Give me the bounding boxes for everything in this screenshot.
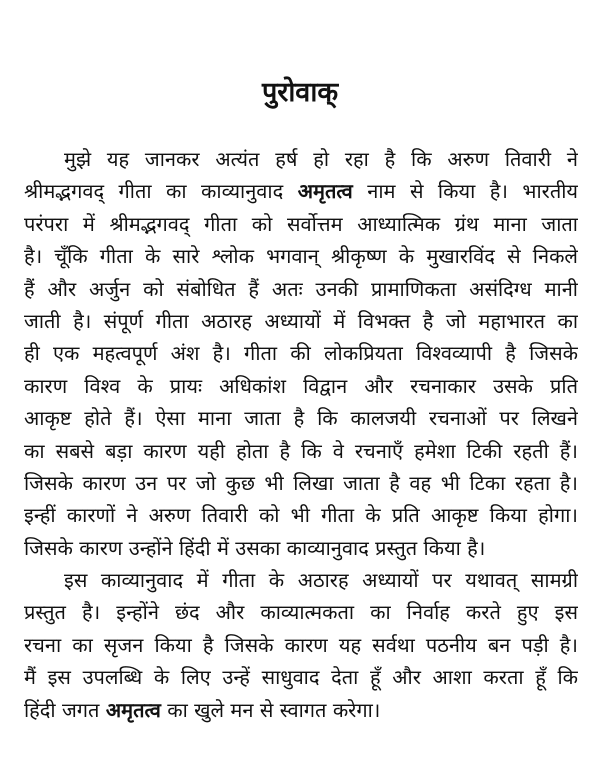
text-segment: कारण विश्व के प्रायः अधिकांश विद्वान और रचनाकार उसके प्रति (24, 373, 578, 398)
text-segment: इस काव्यानुवाद में गीता के अठारह अध्यायों पर यथावत् सामग्री (64, 568, 578, 593)
text-segment: इन्हीं कारणों ने अरुण तिवारी को भी गीता के प्रति आकृष्ट किया होगा। (24, 503, 578, 528)
text-line (24, 240, 578, 272)
page-title: पुरोवाक् (261, 77, 339, 108)
text-line (24, 208, 578, 240)
text-segment: मुझे यह जानकर अत्यंत हर्ष हो रहा है कि अरुण तिवारी ने (64, 147, 578, 171)
text-segment: श्रीमद्भगवद् गीता का काव्यानुवाद (24, 179, 298, 204)
text-line (24, 564, 578, 596)
bold-title-text: अमृतत्व (297, 179, 353, 204)
text-segment: का खुले मन से स्वागत करेगा। (160, 697, 381, 722)
text-line (24, 143, 578, 175)
bold-title-text: अमृतत्व (105, 697, 161, 722)
body-text (24, 143, 578, 726)
text-segment: मैं इस उपलब्धि के लिए उन्हें साधुवाद देता हूँ और आशा करता हूँ कि (24, 665, 578, 690)
text-line (24, 337, 578, 369)
text-line (24, 694, 578, 726)
text-line (24, 402, 578, 434)
text-line (24, 175, 578, 207)
text-line (24, 596, 578, 628)
text-line (24, 370, 578, 402)
text-line (24, 661, 578, 693)
text-line (24, 499, 578, 531)
text-segment: जिसके कारण उन्होंने हिंदी में उसका काव्यानुवाद प्रस्तुत किया है। (24, 535, 486, 560)
text-line (24, 467, 578, 499)
text-segment: आकृष्ट होते हैं। ऐसा माना जाता है कि कालजयी रचनाओं पर लिखने (24, 406, 578, 431)
text-line (24, 273, 578, 305)
text-line (24, 435, 578, 467)
text-segment: प्रस्तुत है। इन्होंने छंद और काव्यात्मकता का निर्वाह करते हुए इस (24, 600, 578, 625)
text-segment: जिसके कारण उन पर जो कुछ भी लिखा जाता है वह भी टिका रहता है। (24, 470, 578, 495)
text-segment: हैं और अर्जुन को संबोधित हैं अतः उनकी प्रामाणिकता असंदिग्ध मानी (24, 276, 578, 301)
text-segment: हिंदी जगत (24, 697, 106, 722)
text-line (24, 532, 578, 564)
text-segment: है। चूँकि गीता के सारे श्लोक भगवान् श्रीकृष्ण के मुखारविंद से निकले (24, 244, 578, 269)
text-line (24, 305, 578, 337)
text-segment: रचना का सृजन किया है जिसके कारण यह सर्वथा पठनीय बन पड़ी है। (24, 632, 578, 657)
text-segment: ही एक महत्वपूर्ण अंश है। गीता की लोकप्रियता विश्वव्यापी है जिसके (24, 341, 578, 366)
text-segment: जाती है। संपूर्ण गीता अठारह अध्यायों में विभक्त है जो महाभारत का (24, 308, 578, 333)
text-segment: का सबसे बड़ा कारण यही होता है कि वे रचनाएँ हमेशा टिकी रहती हैं। (24, 438, 578, 463)
text-line (24, 629, 578, 661)
text-segment: नाम से किया है। भारतीय (352, 179, 578, 204)
text-segment: परंपरा में श्रीमद्भगवद् गीता को सर्वोत्तम आध्यात्मिक ग्रंथ माना जाता (24, 211, 578, 236)
